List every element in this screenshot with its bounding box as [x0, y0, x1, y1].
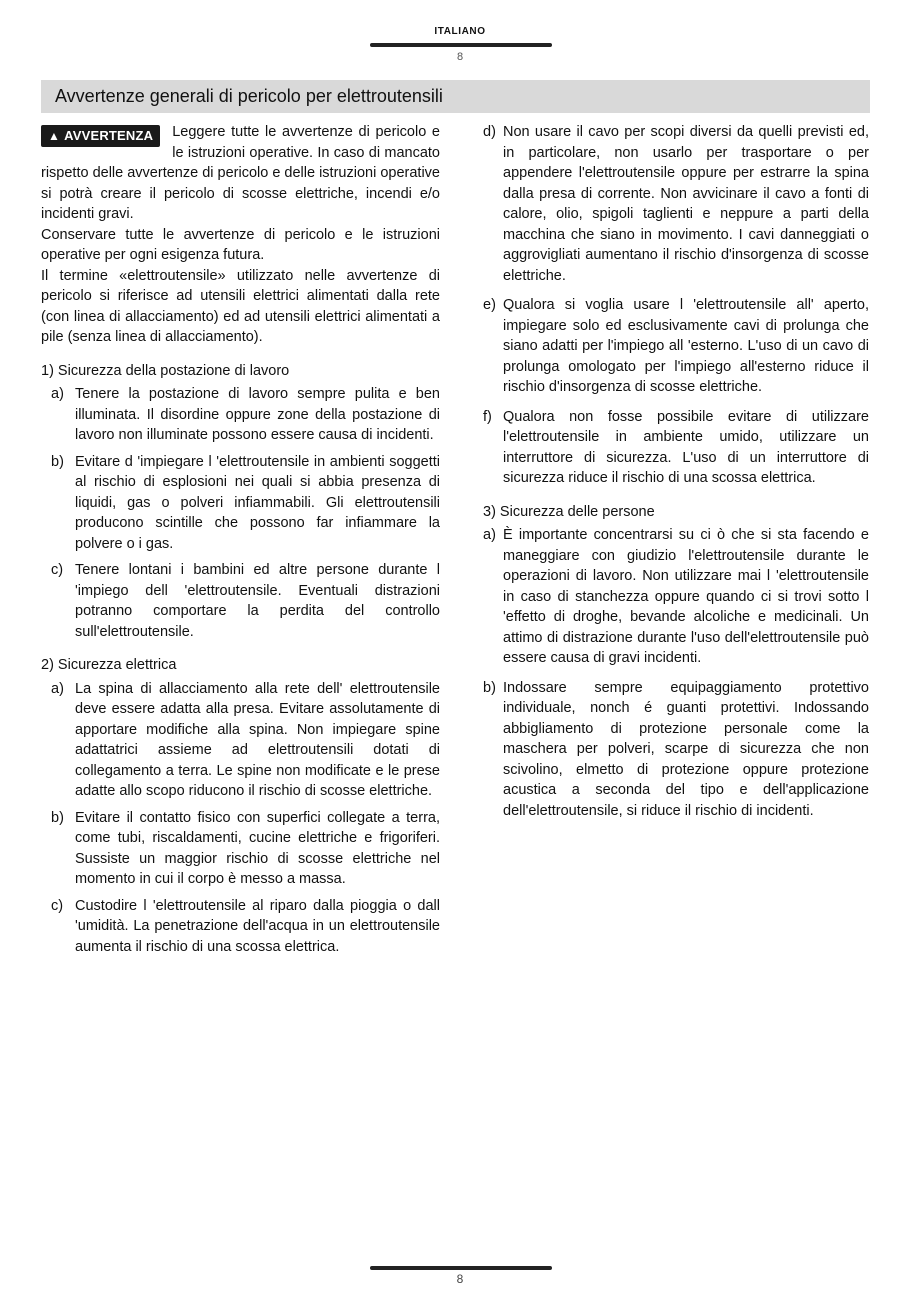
section-heading-3: 3) Sicurezza delle persone	[483, 503, 655, 520]
item-letter: c)	[51, 562, 64, 578]
warning-badge-label: AVVERTENZA	[64, 128, 154, 143]
section-3-list	[483, 525, 869, 821]
list-item	[41, 560, 440, 642]
header-rule	[370, 43, 552, 47]
item-text: La spina di allacciamento alla rete dell' elettroutensile deve essere adatta alla presa. Evitare assolutamente di apportare modifiche alla spina. Non impiegare spine adattatrici assieme ad elettroutensili dotati di collegamento a terra. Le spine non modificate e le prese adatte allo scopo riducono il rischio di scosse elettriche.	[75, 680, 440, 799]
intro-paragraph-1: Leggere tutte le avvertenze di pericolo e le istruzioni operative. In caso di mancato rispetto delle avvertenze di pericolo e delle istruzioni operative si potrà creare il pericolo di scosse elettriche, incendi e/o incidenti gravi.	[41, 124, 440, 222]
page-title: Avvertenze generali di pericolo per elettroutensili	[55, 86, 443, 106]
intro-paragraph-3: Il termine «elettroutensile» utilizzato nelle avvertenze di pericolo si riferisce ad utensili elettrici alimentati dalla rete (con linea di allacciamento) ed ad utensili elettrici alimentati a pile (senza linea di allacciamento).	[41, 267, 440, 345]
item-letter: c)	[51, 897, 64, 914]
item-text: È importante concentrarsi su ci ò che si sta facendo e maneggiare con giudizio l'elettroutensile durante le operazioni di lavoro. Non utilizzare mai l 'elettroutensile in caso di stanchezza oppure quando ci si trovi sotto l 'effetto di droghe, bevande alcoliche e medicinali. Un attimo di distrazione durante l'uso dell'elettroutensile può essere causa di gravi incidenti.	[503, 527, 869, 666]
list-item	[483, 525, 869, 669]
item-text: Non usare il cavo per scopi diversi da quelli previsti ed, in particolare, non usarlo per trasportare o per appendere l'elettroutensile oppure per estrarre la spina dalla presa di corrente. Non avvicinare il cavo a fonti di calore, olio, spigoli taglienti e neppure a parti della macchina che siano in movimento. I cavi danneggiati o aggrovigliati aumentano il rischio d'insorgenza di scosse elettriche.	[503, 124, 869, 284]
item-text: Tenere la postazione di lavoro sempre pulita e ben illuminata. Il disordine oppure zone della postazione di lavoro non illuminate possono essere causa di incidenti.	[75, 386, 440, 443]
footer-rule	[370, 1266, 552, 1270]
list-item	[483, 122, 869, 286]
list-item	[483, 295, 869, 398]
list-item	[41, 896, 440, 958]
item-text: Qualora non fosse possibile evitare di utilizzare l'elettroutensile in ambiente umido, utilizzare un interruttore di sicurezza. L'uso di un interruttore di sicurezza riduce il rischio di una scossa elettrica.	[503, 408, 869, 486]
item-letter: f)	[483, 408, 492, 425]
header-language: ITALIANO	[434, 26, 486, 37]
item-letter: b)	[51, 453, 64, 470]
item-text: Indossare sempre equipaggiamento protettivo individuale, nonch é guanti protettivi. Indossando abbigliamento di protezione personale come la maschera per polveri, scarpe di sicurezza che non scivolino, elmetto di protezione oppure protezione acustica a seconda del tipo e dell'applicazione dell'elettroutensile, si riduce il rischio di incidenti.	[503, 679, 869, 819]
list-item	[41, 808, 440, 890]
list-item	[41, 452, 440, 555]
item-text: Qualora si voglia usare l 'elettroutensile all' aperto, impiegare solo ed esclusivamente cavi di prolunga che siano adatti per l'impiego all 'esterno. L'uso di un cavo di prolunga omologato per l'impiego all'esterno riduce il rischio d'insorgenza di scosse elettriche.	[503, 297, 869, 395]
section-2-continued-list	[483, 122, 869, 489]
section-2-list	[41, 679, 440, 958]
section-heading-2: 2) Sicurezza elettrica	[41, 657, 177, 673]
warning-triangle-icon: ▲	[48, 129, 61, 143]
right-column	[483, 122, 869, 821]
item-letter: b)	[51, 809, 64, 826]
list-item	[483, 407, 869, 489]
item-letter: e)	[483, 297, 496, 313]
item-letter: a)	[51, 386, 64, 402]
item-text: Evitare il contatto fisico con superfici collegate a terra, come tubi, riscaldamenti, cucine elettriche e frigoriferi. Sussiste un maggior rischio di scosse elettriche nel momento in cui il corpo è messo a massa.	[75, 809, 440, 887]
intro-paragraph-2: Conservare tutte le avvertenze di pericolo e le istruzioni operative per ogni esigenza futura.	[41, 226, 440, 263]
item-letter: b)	[483, 679, 496, 696]
footer-page-number: 8	[456, 1272, 464, 1286]
list-item	[483, 678, 869, 822]
item-letter: d)	[483, 124, 496, 140]
list-item	[41, 384, 440, 446]
list-item	[41, 679, 440, 802]
section-1-list	[41, 384, 440, 642]
item-text: Evitare d 'impiegare l 'elettroutensile in ambienti soggetti al rischio di esplosioni nei quali si abbia presenza di liquidi, gas o polveri infiammabili. Gli elettroutensili producono scintille che possono far infiammare la polvere o i gas.	[75, 453, 440, 552]
item-text: Tenere lontani i bambini ed altre persone durante l 'impiego dell 'elettroutensile. Eventuali distrazioni potranno comportare la perdita del controllo sull'elettroutensile.	[75, 562, 440, 640]
warning-badge	[41, 125, 160, 147]
item-letter: a)	[51, 680, 64, 697]
section-title-bar	[41, 80, 870, 113]
section-heading-1: 1) Sicurezza della postazione di lavoro	[41, 362, 290, 379]
left-column	[41, 122, 440, 957]
item-text: Custodire l 'elettroutensile al riparo dalla pioggia o dall 'umidità. La penetrazione dell'acqua in un elettroutensile aumenta il rischio di una scossa elettrica.	[75, 897, 440, 955]
header-page-number: 8	[456, 51, 464, 63]
item-letter: a)	[483, 527, 496, 543]
